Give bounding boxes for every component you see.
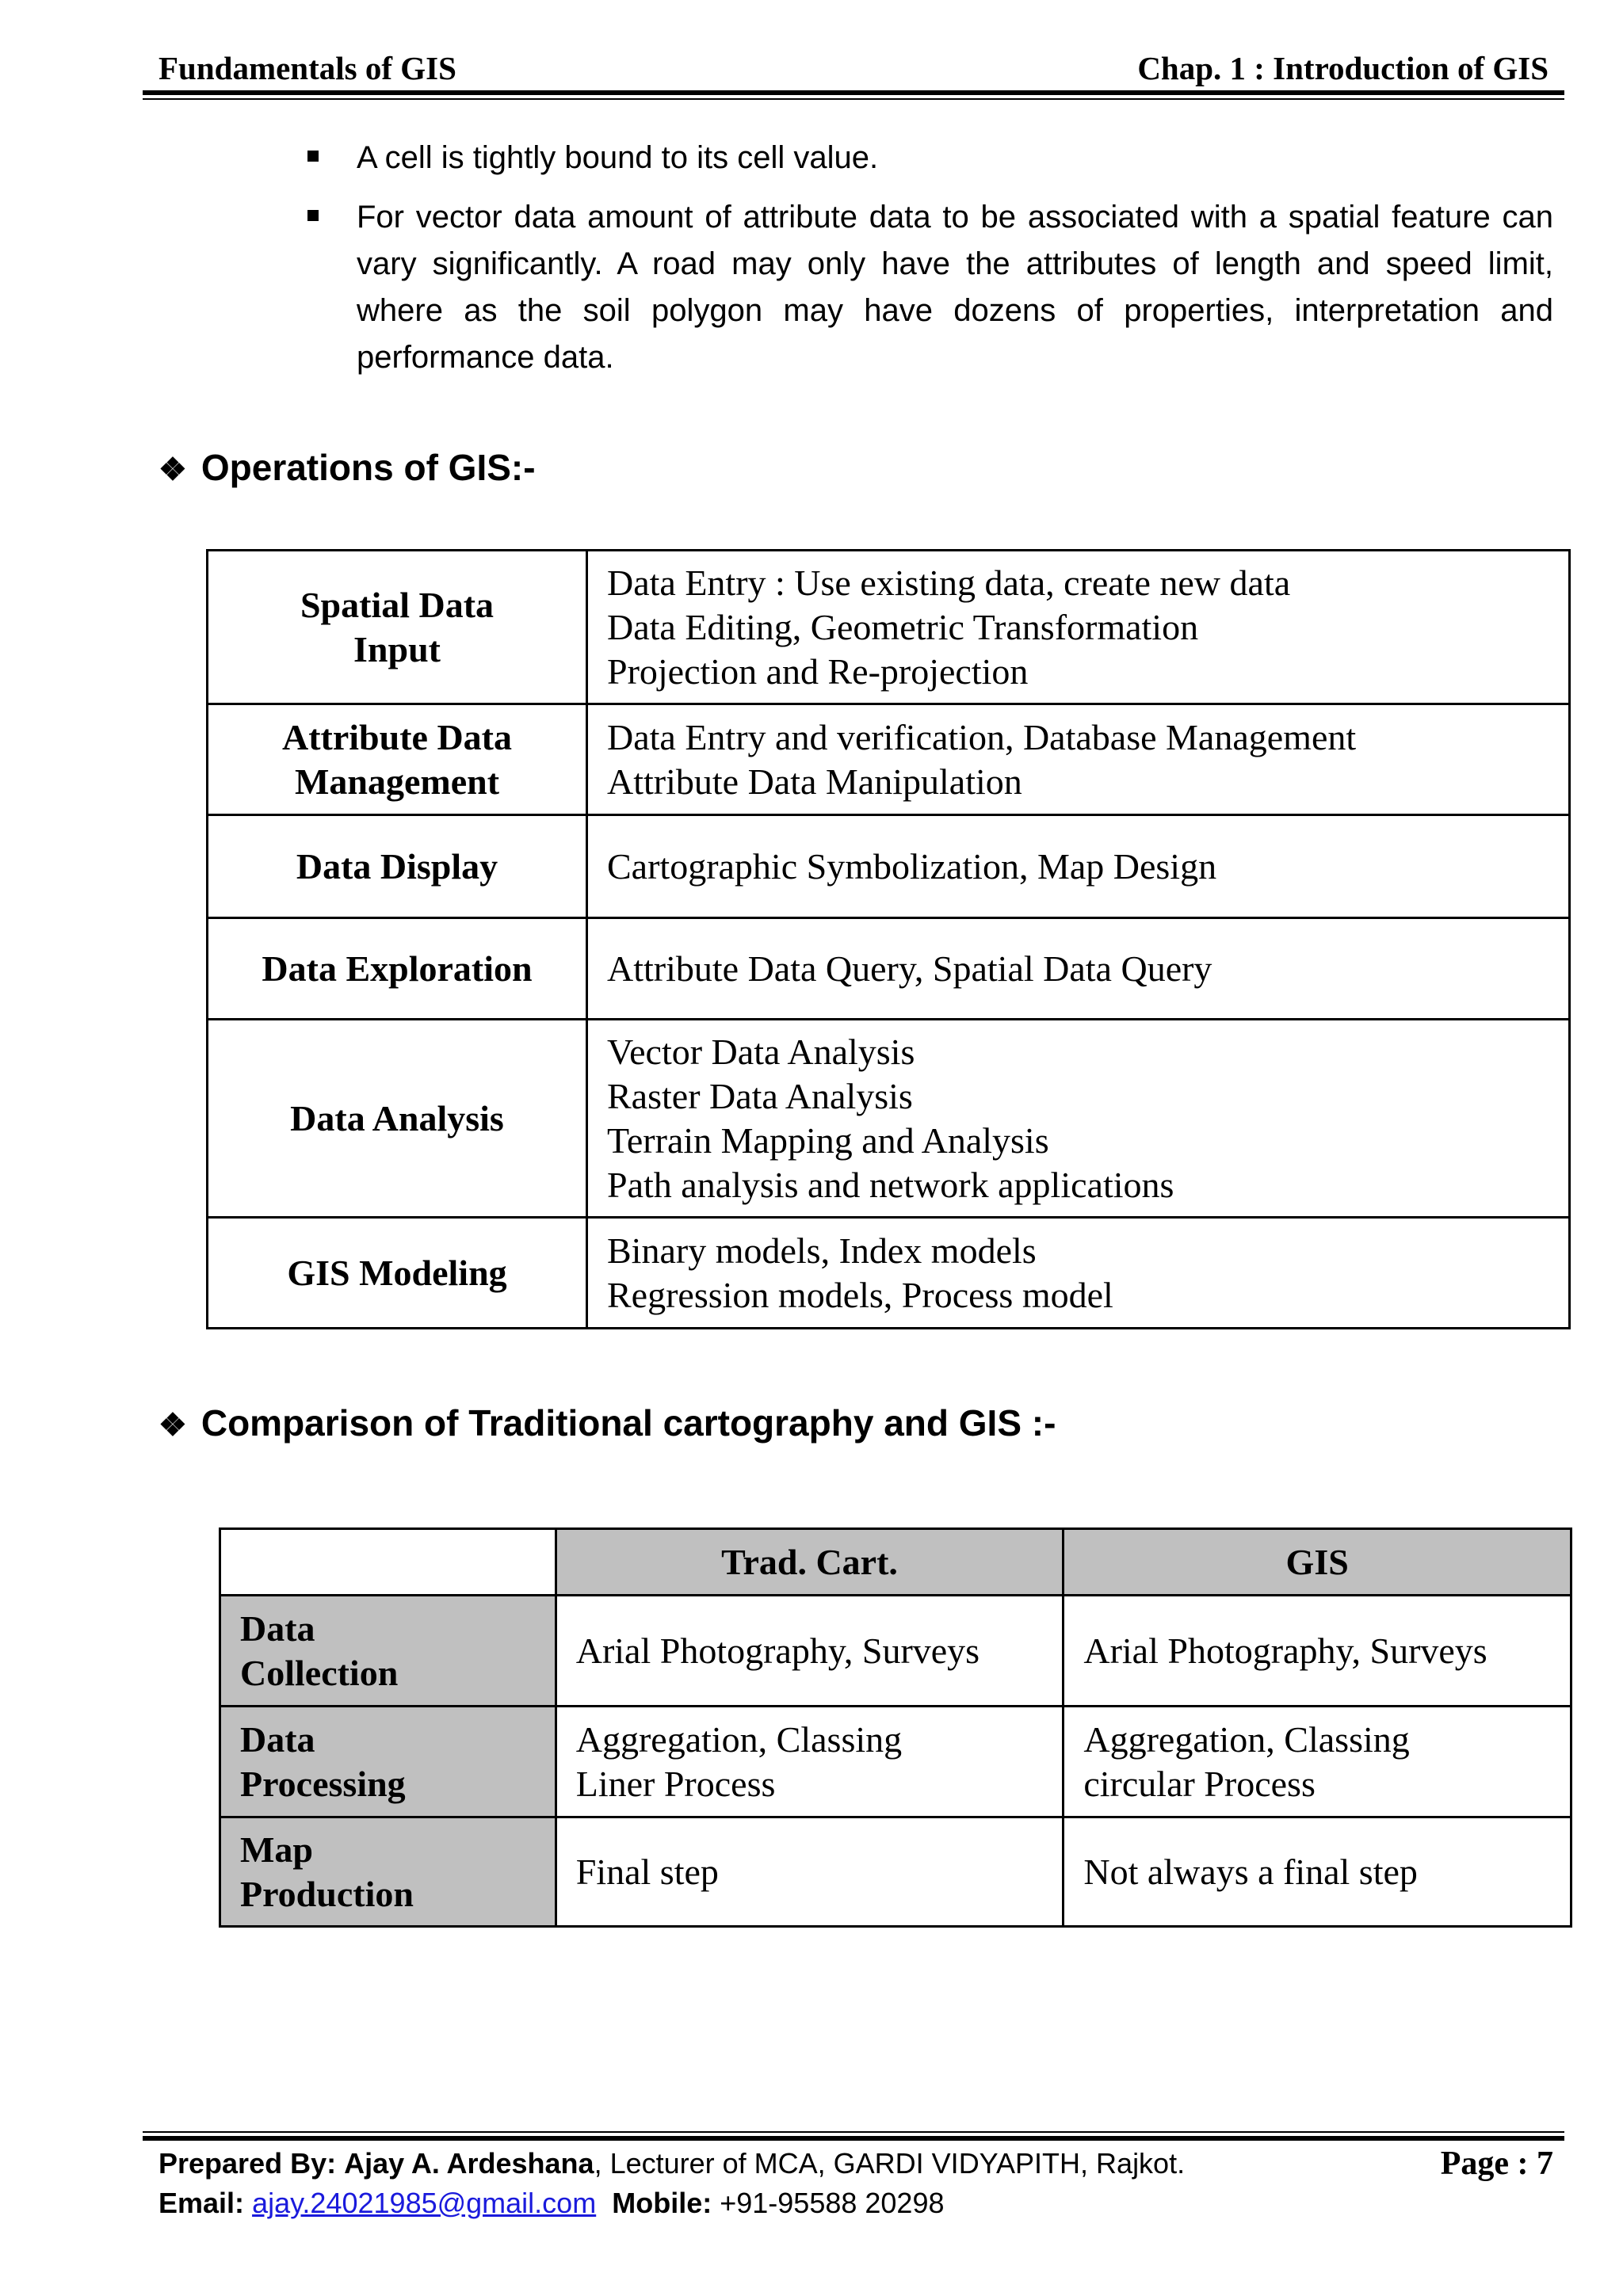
key-line: Data [240, 1608, 315, 1649]
gis-cell [1064, 1596, 1571, 1707]
table-row [208, 1020, 1570, 1218]
header-rule [143, 90, 1564, 95]
prepared-label: Prepared By: [158, 2147, 337, 2180]
key-line: Management [294, 761, 500, 802]
mobile-number: +91-95588 20298 [720, 2187, 945, 2219]
gis-cell [1064, 1817, 1571, 1927]
value-line: Regression models, Process model [607, 1274, 1113, 1315]
key-line: Production [240, 1873, 414, 1914]
row-key [208, 918, 587, 1020]
table-row [208, 1218, 1570, 1329]
operations-title: Operations of GIS:- [200, 447, 536, 488]
value-line: Path analysis and network applications [607, 1164, 1174, 1205]
value-line: Data Entry and verification, Database Management [607, 716, 1357, 757]
operations-table [206, 549, 1571, 1329]
comparison-heading [158, 1399, 1056, 1449]
header-rule-thin [143, 98, 1564, 100]
comparison-table [219, 1527, 1572, 1928]
value-line: Vector Data Analysis [607, 1031, 915, 1072]
key-line: Attribute Data [282, 716, 512, 757]
page-number: Page : 7 [1440, 2145, 1553, 2182]
table-header-row [220, 1529, 1571, 1596]
author-role: , Lecturer of MCA, GARDI VIDYAPITH, Rajkot. [594, 2147, 1186, 2180]
row-key [208, 704, 587, 815]
operations-heading [158, 444, 536, 494]
row-value [587, 1020, 1570, 1218]
key-line: Spatial Data [300, 584, 495, 625]
key-line: Collection [240, 1652, 399, 1693]
footer-line-1 [158, 2144, 1561, 2183]
value-line: Terrain Mapping and Analysis [607, 1119, 1049, 1161]
value-line: Attribute Data Query, Spatial Data Query [607, 948, 1212, 989]
list-item [301, 135, 1553, 181]
table-row [208, 918, 1570, 1020]
value-line: Projection and Re-projection [607, 650, 1029, 692]
page-footer [158, 2144, 1561, 2223]
row-value [587, 704, 1570, 815]
row-value [587, 815, 1570, 918]
row-key [208, 1218, 587, 1329]
value-line: Final step [575, 1851, 719, 1892]
footer-rule [143, 2136, 1564, 2141]
header-book-title: Fundamentals of GIS [158, 50, 456, 86]
mobile-label: Mobile: [612, 2187, 712, 2219]
bullet-text: A cell is tightly bound to its cell value. [357, 140, 879, 175]
row-value [587, 1218, 1570, 1329]
value-line: Not always a final step [1083, 1851, 1418, 1892]
value-line: Aggregation, Classing [575, 1718, 903, 1760]
table-row [220, 1707, 1571, 1817]
trad-cell [556, 1596, 1064, 1707]
comparison-title: Comparison of Traditional cartography and GIS :- [200, 1402, 1056, 1444]
key-line: Data Display [296, 845, 498, 887]
row-key [208, 551, 587, 704]
row-key [220, 1707, 556, 1817]
diamond-bullet-icon: ❖ [158, 452, 187, 487]
value-line: Raster Data Analysis [607, 1075, 913, 1116]
header-chapter-title: Chap. 1 : Introduction of GIS [1137, 50, 1549, 86]
key-line: Data [240, 1718, 315, 1760]
value-line: Data Entry : Use existing data, create new data [607, 562, 1291, 603]
key-line: GIS Modeling [287, 1252, 507, 1293]
footer-rule-thin [143, 2131, 1564, 2133]
table-row [220, 1596, 1571, 1707]
value-line: Binary models, Index models [607, 1230, 1037, 1271]
square-bullet-icon [307, 210, 319, 221]
trad-cell [556, 1707, 1064, 1817]
row-key [208, 815, 587, 918]
diamond-bullet-icon: ❖ [158, 1408, 187, 1443]
table-row [208, 815, 1570, 918]
table-row [208, 704, 1570, 815]
key-line: Map [240, 1829, 313, 1870]
row-value [587, 918, 1570, 1020]
square-bullet-icon [307, 151, 319, 162]
value-line: Cartographic Symbolization, Map Design [607, 845, 1217, 887]
value-line: Arial Photography, Surveys [575, 1630, 980, 1671]
table-row [220, 1817, 1571, 1927]
gis-cell [1064, 1707, 1571, 1817]
trad-cell [556, 1817, 1064, 1927]
author-name: Ajay A. Ardeshana [344, 2147, 594, 2180]
key-line: Processing [240, 1763, 406, 1804]
key-line: Data Analysis [290, 1097, 504, 1138]
header-cell-empty [220, 1529, 556, 1596]
row-value [587, 551, 1570, 704]
footer-line-2 [158, 2183, 1561, 2223]
email-link[interactable]: ajay.24021985@gmail.com [252, 2187, 597, 2219]
value-line: Attribute Data Manipulation [607, 761, 1022, 802]
row-key [220, 1596, 556, 1707]
value-line: circular Process [1083, 1763, 1316, 1804]
key-line: Data Exploration [262, 948, 533, 989]
bullet-text: For vector data amount of attribute data to be associated with a spatial feature can vary significantly. A road may only have the attributes of length and speed limit, where as the soil polygon may have dozens of properties, interpretation and performance data. [357, 200, 1553, 375]
table-row [208, 551, 1570, 704]
row-key [208, 1020, 587, 1218]
value-line: Liner Process [575, 1763, 776, 1804]
value-line: Aggregation, Classing [1083, 1718, 1410, 1760]
value-line: Data Editing, Geometric Transformation [607, 606, 1199, 647]
bullet-list [301, 135, 1553, 394]
key-line: Input [353, 628, 441, 669]
list-item [301, 194, 1553, 381]
value-line: Arial Photography, Surveys [1083, 1630, 1487, 1671]
header-cell-trad: Trad. Cart. [556, 1529, 1064, 1596]
email-label: Email: [158, 2187, 245, 2219]
header-cell-gis: GIS [1064, 1529, 1571, 1596]
page-header [143, 48, 1561, 89]
row-key [220, 1817, 556, 1927]
